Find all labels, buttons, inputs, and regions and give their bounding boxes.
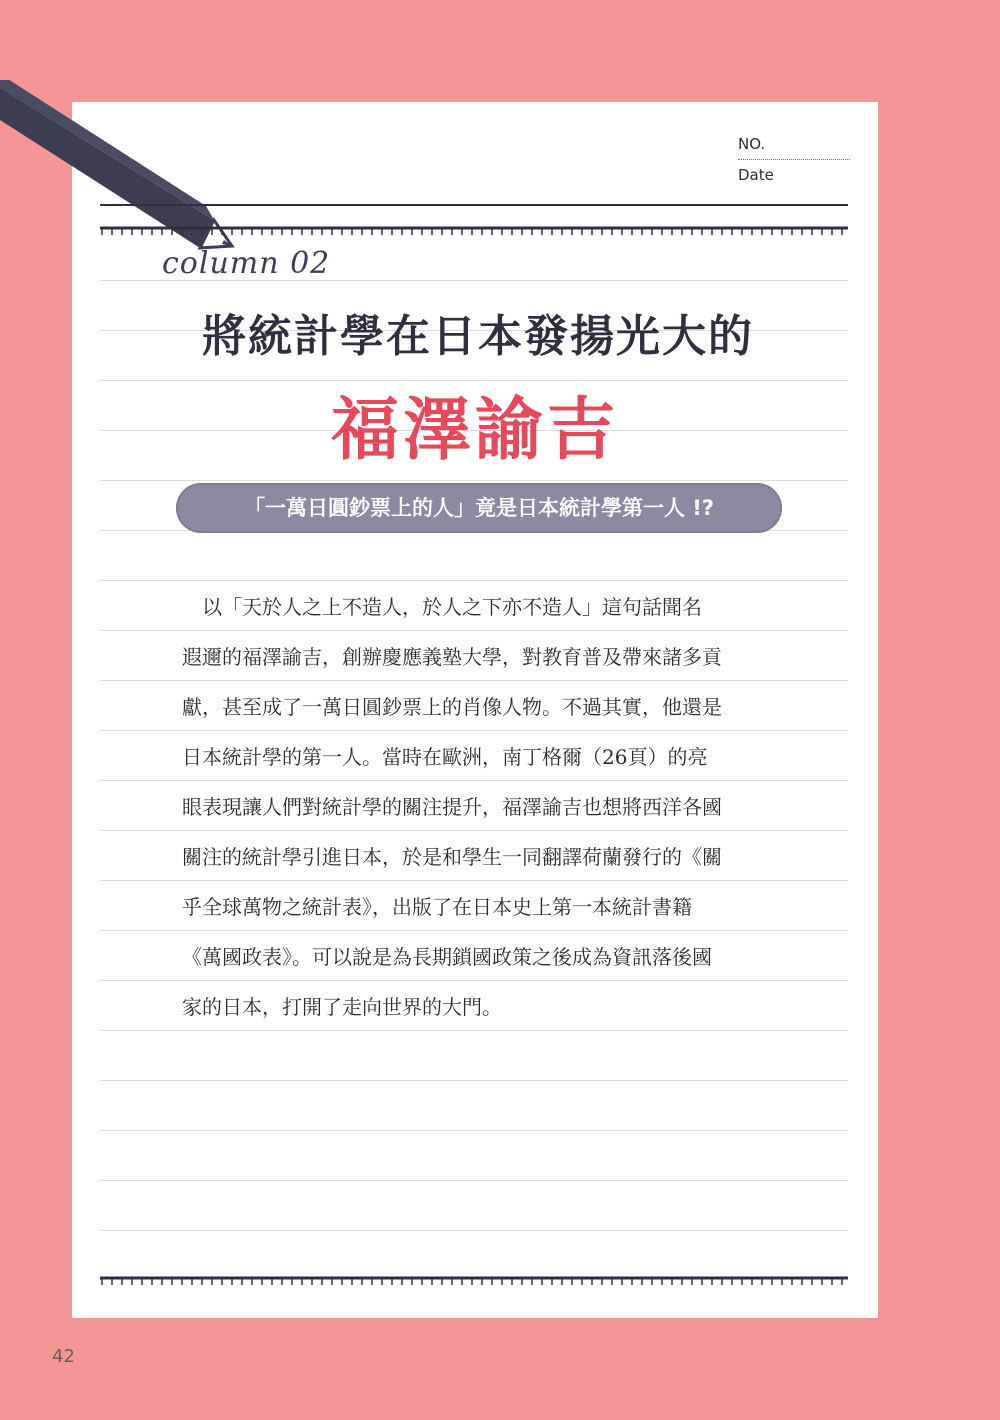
body-line: 獻，甚至成了一萬日圓鈔票上的肖像人物。不過其實，他還是 <box>182 695 722 719</box>
page-number: 42 <box>52 1346 75 1367</box>
ruled-line <box>100 1180 848 1181</box>
column-tag: column 02 <box>162 246 331 281</box>
ruled-line <box>100 1130 848 1131</box>
body-line: 以「天於人之上不造人，於人之下亦不造人」這句話聞名 <box>182 595 702 619</box>
body-line: 眼表現讓人們對統計學的關注提升，福澤諭吉也想將西洋各國 <box>182 795 722 819</box>
ruled-line <box>100 1230 848 1231</box>
ruled-line <box>100 1080 848 1081</box>
body-line: 家的日本，打開了走向世界的大門。 <box>182 995 502 1019</box>
top-border-line <box>100 204 848 206</box>
body-line: 遐邇的福澤諭吉，創辦慶應義塾大學，對教育普及帶來諸多貢 <box>182 645 722 669</box>
headline: 將統計學在日本發揚光大的 <box>202 311 754 362</box>
body-line: 《萬國政表》。可以說是為長期鎖國政策之後成為資訊落後國 <box>182 945 712 969</box>
bottom-ruler <box>100 1276 848 1288</box>
body-line: 關注的統計學引進日本，於是和學生一同翻譯荷蘭發行的《關 <box>182 845 722 869</box>
notebook-no-divider <box>738 159 850 160</box>
body-line: 日本統計學的第一人。當時在歐洲，南丁格爾（26頁）的亮 <box>182 745 708 769</box>
ruled-line <box>100 480 848 481</box>
body-line: 乎全球萬物之統計表》，出版了在日本史上第一本統計書籍 <box>182 895 692 919</box>
name-title: 福澤諭吉 <box>330 391 619 470</box>
ruled-line <box>100 580 848 581</box>
notebook-no-label: NO. <box>738 135 766 153</box>
article-body <box>182 582 782 1032</box>
top-ruler <box>100 226 848 238</box>
notebook-date-label: Date <box>738 166 774 184</box>
subtitle-banner: 「一萬日圓鈔票上的人」竟是日本統計學第一人 !? <box>176 483 782 533</box>
